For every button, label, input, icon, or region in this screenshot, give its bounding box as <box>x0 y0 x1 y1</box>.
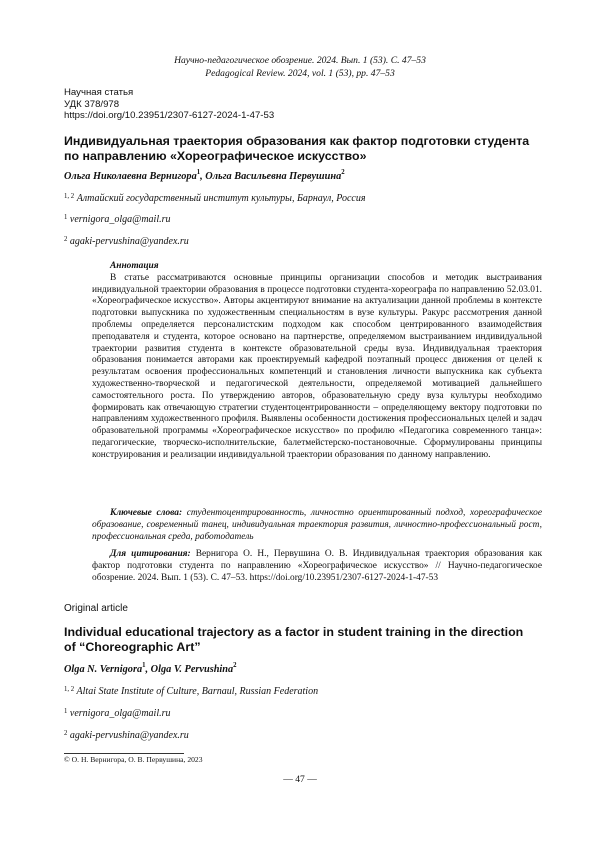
citation-label: Для цитирования: <box>110 549 191 559</box>
keywords-text: студентоцентрированность, личностно ориентированный подход, хореографическое образование, современный танец, индивидуальная траектория развития, личностно-профессиональный рост, профессиональная среда, работодатель <box>92 508 542 542</box>
abstract-label: Аннотация <box>110 261 159 271</box>
affiliation-sup-en: 1, 2 <box>64 686 75 693</box>
author-1-sup: 1 <box>196 169 201 176</box>
authors-en <box>64 664 237 675</box>
keywords-label: Ключевые слова: <box>110 508 183 518</box>
author-1-name-en: Olga N. Vernigora <box>64 664 143 675</box>
author-1-sup-en: 1 <box>142 662 146 669</box>
email-2-link-en[interactable]: agaki-pervushina@yandex.ru <box>69 730 189 741</box>
keywords <box>92 508 542 543</box>
affiliation-text: Алтайский государственный институт культуры, Барнаул, Россия <box>76 193 366 204</box>
author-2-sup-en: 2 <box>233 662 237 669</box>
email-1-sup-en: 1 <box>64 708 68 715</box>
running-header-en: Pedagogical Review. 2024, vol. 1 (53), pp. 47–53 <box>205 67 395 79</box>
udc: УДК 378/978 <box>64 98 120 110</box>
email-2-link[interactable]: agaki-pervushina@yandex.ru <box>69 236 189 247</box>
abstract-text: В статье рассматриваются основные принципы организации способов и методик выстраивания индивидуальной траектории образования в процессе подготовки студента-хореографа по направлению 52.03.01. «Хореографическое искусство». Авторы акцентируют внимание на актуализации данной проблемы в контексте подготовки выпускника по художественным специальностям в вузе культуры. Ракурс рассмотрения данной проблемы определяется персоналистским подходом как способом центрированного взаимодействия преподавателя и студента, которое основано на партнерстве, определяемом выстраиванием индивидуальной траектории развития студента в контексте образовательной среды вуза. Индивидуальная траектория образования понимается авторами как проектируемый кафедрой поэтапный процесс движения от целей к результатам освоения профессиональных компетенций и становления личности выпускника как субъекта художественно-творческой и педагогической деятельности, определяемой мотивацией дальнейшего самостоятельного роста. По утверждению авторов, образовательную среду вуза культуры необходимо формировать как отвечающую стратегии студентоцентрированности – определяющему вектору подготовки по направлениям художественного профиля. Выявлены особенности достижения профессиональных целей и задач образовательной программы «Хореографическое искусство» по профилю «Педагогика современного танца»: педагогические, творческо-исполнительские, балетмейстерско-постановочные. Сформулированы принципы конструирования и реализации индивидуальной траектории образования по данному направлению. <box>92 272 542 460</box>
author-2-sup: 2 <box>341 169 345 176</box>
affiliation-sup: 1, 2 <box>64 193 75 200</box>
affiliation-text-en: Altai State Institute of Culture, Barnaul, Russian Federation <box>76 686 319 697</box>
page-number: — 47 — <box>283 774 317 785</box>
email-1-en <box>64 708 171 720</box>
author-separator-en: , <box>145 664 151 675</box>
article-title-ru <box>64 134 544 164</box>
email-1-sup: 1 <box>64 214 68 221</box>
article-meta <box>64 87 274 122</box>
author-separator: , <box>200 171 206 182</box>
author-2-name-en: Olga V. Pervushina <box>150 664 234 675</box>
abstract <box>92 261 542 462</box>
affiliation-ru <box>64 193 365 205</box>
authors-ru <box>64 171 345 182</box>
email-2-sup: 2 <box>64 236 68 243</box>
footnote-divider <box>64 753 184 754</box>
title-en-line2: of “Choreographic Art” <box>64 640 201 654</box>
citation-text: Вернигора О. Н., Первушина О. В. Индивидуальная траектория образования как фактор подготовки студента по направлению «Хореографическое искусство» // Научно-педагогическое обозрение. 2024. Вып. 1 (53). С. 47–53. https://doi.org/10.23951/2307-6127-2024-1-47-53 <box>92 549 542 583</box>
article-type-en: Original article <box>64 603 128 614</box>
article-type-ru: Научная статья <box>64 87 134 98</box>
copyright-footnote: © О. Н. Вернигора, О. В. Первушина, 2023 <box>64 755 203 764</box>
citation <box>92 549 542 584</box>
running-header-ru: Научно-педагогическое обозрение. 2024. Вып. 1 (53). С. 47–53 <box>174 55 426 66</box>
author-2-name: Ольга Васильевна Первушина <box>205 171 342 182</box>
email-1-ru <box>64 214 171 226</box>
running-header <box>0 55 600 80</box>
title-en-line1: Individual educational trajectory as a factor in student training in the direction <box>64 625 524 639</box>
doi-link[interactable]: https://doi.org/10.23951/2307-6127-2024-1-47-53 <box>64 110 275 121</box>
article-title-en <box>64 625 544 655</box>
email-1-link[interactable]: vernigora_olga@mail.ru <box>69 214 171 225</box>
affiliation-en <box>64 686 318 698</box>
email-2-ru <box>64 236 189 248</box>
email-1-link-en[interactable]: vernigora_olga@mail.ru <box>69 708 171 719</box>
email-2-en <box>64 730 189 742</box>
email-2-sup-en: 2 <box>64 730 68 737</box>
title-ru-line1: Индивидуальная траектория образования как фактор подготовки студента <box>64 134 530 148</box>
title-ru-line2: по направлению «Хореографическое искусство» <box>64 149 367 163</box>
author-1-name: Ольга Николаевна Вернигора <box>64 171 197 182</box>
